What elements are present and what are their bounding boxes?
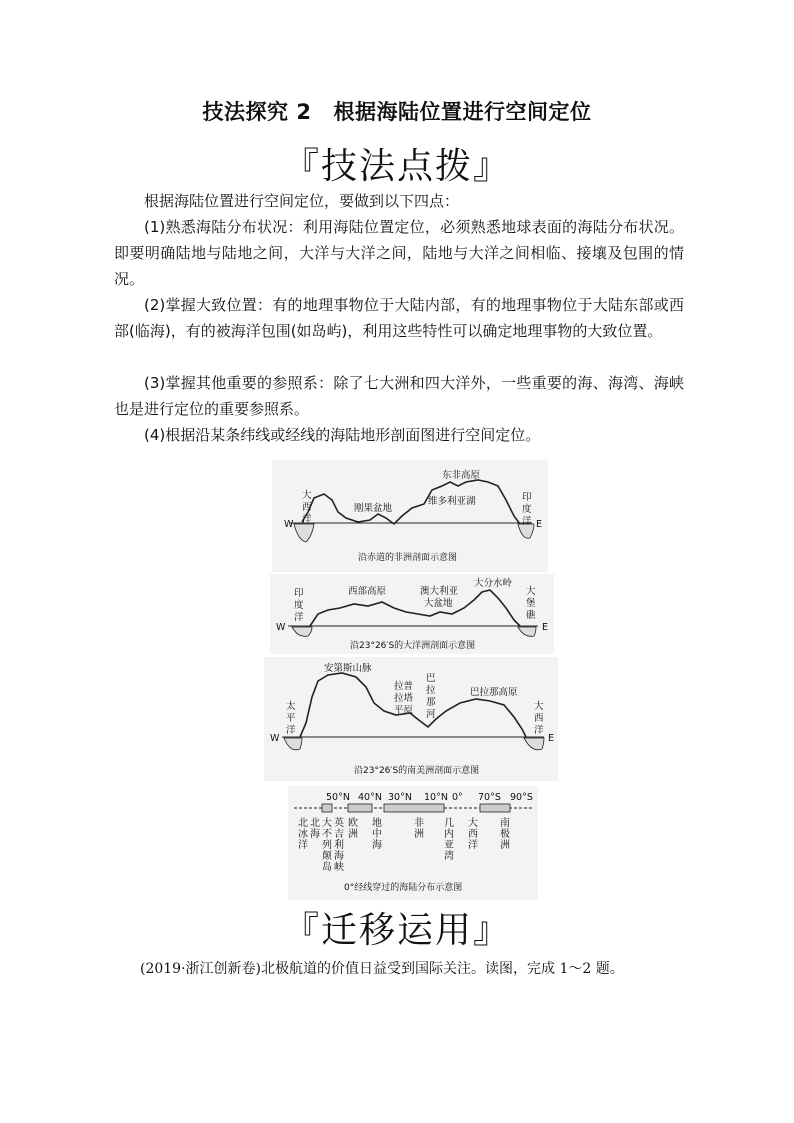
region-label-char: 北 xyxy=(298,818,308,829)
region-label-char: 西 xyxy=(468,829,478,840)
region-label-char: 湾 xyxy=(444,851,454,862)
point-4: (4)根据沿某条纬线或经线的海陆地形剖面图进行空间定位。 xyxy=(144,426,541,444)
ocean-basin-east xyxy=(518,627,536,636)
section-title-number: 技法探究 2 xyxy=(202,100,312,124)
parana-river-label: 河 xyxy=(426,709,436,720)
figure-prime-meridian-distribution xyxy=(288,786,538,900)
region-label-char: 洲 xyxy=(348,829,358,840)
region-label-char: 大 xyxy=(468,818,478,829)
ocean-label-char: 洋 xyxy=(302,514,312,525)
east-africa-plateau-label: 东非高原 xyxy=(442,470,481,481)
figure-africa-equator-profile xyxy=(272,460,548,572)
region-label-char: 极 xyxy=(500,829,510,840)
reef-label-char: 礁 xyxy=(526,610,536,621)
latitude-tick: 10°N xyxy=(424,792,448,803)
lake-victoria-label: 维多利亚湖 xyxy=(428,496,476,507)
la-plata-plain-label: 拉塔 xyxy=(394,693,414,704)
ocean-label-char: 洋 xyxy=(294,612,304,623)
figure-caption: 0°经线穿过的海陆分布示意图 xyxy=(344,883,463,893)
terrain-line xyxy=(302,480,520,524)
region-label-char: 峡 xyxy=(334,862,344,873)
ocean-label-char: 西 xyxy=(302,502,312,513)
region-label-char: 地 xyxy=(372,818,382,829)
ocean-basin-west xyxy=(284,738,302,750)
parana-river-label: 那 xyxy=(426,697,436,708)
great-basin-label-2: 大盆地 xyxy=(424,598,453,609)
region-label-char: 南 xyxy=(500,818,510,829)
ocean-basin-west xyxy=(294,524,314,542)
reef-label-char: 大 xyxy=(526,586,536,597)
ocean-label-char: 平 xyxy=(286,713,296,724)
ocean-basin-east xyxy=(524,738,544,750)
andes-label: 安第斯山脉 xyxy=(324,663,372,674)
ocean-label-char: 度 xyxy=(294,600,304,611)
question-stem: (2019·浙江创新卷)北极航道的价值日益受到国际关注。读图，完成 1～2 题。 xyxy=(140,961,624,977)
region-label-char: 几 xyxy=(444,818,454,829)
region-labels xyxy=(298,816,510,873)
banner-transfer-practice-text: 迁移运用 xyxy=(320,910,473,951)
point-1: (1)熟悉海陆分布状况：利用海陆位置定位，必须熟悉地球表面的海陆分布状况。即要明确陆地与陆地之间，大洋与大洋之间，陆地与大洋之间相临、接壤及包围的情况。 xyxy=(114,218,684,288)
ocean-label-char: 洋 xyxy=(286,725,296,736)
region-label-char: 岛 xyxy=(322,862,332,873)
ocean-label-char: 大 xyxy=(302,490,312,501)
region-label-char: 大 xyxy=(322,818,332,829)
land-segment-africa xyxy=(384,804,444,812)
ocean-label-char: 洋 xyxy=(522,516,532,527)
ocean-label-char: 西 xyxy=(534,713,544,724)
region-label-char: 北 xyxy=(310,818,320,829)
region-label-char: 列 xyxy=(322,840,332,851)
parana-river-label: 拉 xyxy=(426,685,436,696)
figure-caption: 沿23°26′S的大洋洲剖面示意图 xyxy=(350,641,476,651)
ocean-label-char: 度 xyxy=(522,504,532,515)
latitude-tick: 50°N xyxy=(326,792,350,803)
point-2: (2)掌握大致位置：有的地理事物位于大陆内部，有的地理事物位于大陆东部或西部(临海)，有的被海洋包围(如岛屿)，利用这些特性可以确定地理事物的大致位置。 xyxy=(114,296,684,340)
western-plateau-label: 西部高原 xyxy=(348,586,387,597)
region-label-char: 洋 xyxy=(298,840,308,851)
ocean-label-char: 洋 xyxy=(534,725,544,736)
latitude-tick: 90°S xyxy=(510,792,533,803)
region-label-char: 颠 xyxy=(322,851,332,862)
figure-caption: 沿23°26′S的南美洲剖面示意图 xyxy=(354,766,480,776)
west-label: W xyxy=(276,622,286,633)
region-label-char: 吉 xyxy=(334,829,344,840)
region-label-char: 海 xyxy=(334,851,344,862)
ocean-label-char: 太 xyxy=(286,701,296,712)
east-label: E xyxy=(536,519,543,530)
east-label: E xyxy=(548,733,555,744)
region-label-char: 冰 xyxy=(298,829,308,840)
parana-river-label: 巴 xyxy=(426,673,436,684)
latitude-tick: 30°N xyxy=(388,792,412,803)
ocean-label-char: 印 xyxy=(294,588,304,599)
land-segment-antarctica xyxy=(480,804,510,812)
land-segment-europe xyxy=(348,804,372,812)
la-plata-plain-label: 拉普 xyxy=(394,681,414,692)
region-label-char: 洲 xyxy=(500,840,510,851)
east-label: E xyxy=(542,622,549,633)
latitude-tick: 70°S xyxy=(478,792,501,803)
la-plata-plain-label: 平原 xyxy=(394,705,414,716)
congo-basin-label: 刚果盆地 xyxy=(354,503,393,514)
point-3: (3)掌握其他重要的参照系：除了七大洲和四大洋外，一些重要的海、海湾、海峡也是进行定位的重要参照系。 xyxy=(114,374,684,418)
region-label-char: 亚 xyxy=(444,840,454,851)
region-label-char: 不 xyxy=(322,829,332,840)
region-label-char: 欧 xyxy=(348,818,358,829)
region-label-char: 内 xyxy=(444,829,454,840)
west-label: W xyxy=(284,519,294,530)
region-label-char: 中 xyxy=(372,829,382,840)
ocean-label-char: 大 xyxy=(534,701,544,712)
region-label-char: 英 xyxy=(334,818,344,829)
region-label-char: 洋 xyxy=(468,840,478,851)
terrain-line xyxy=(310,590,520,626)
region-label-char: 利 xyxy=(334,840,344,851)
parana-plateau-label: 巴拉那高原 xyxy=(470,687,518,698)
figure-caption: 沿赤道的非洲剖面示意图 xyxy=(358,553,458,563)
great-basin-label-1: 澳大利亚 xyxy=(420,586,459,597)
banner-skill-tips-text: 技法点拨 xyxy=(320,146,473,187)
banner-skill-tips: 『技法点拨』 xyxy=(282,146,512,187)
region-label-char: 海 xyxy=(372,840,382,851)
reef-label-char: 堡 xyxy=(526,598,536,609)
west-label: W xyxy=(270,733,280,744)
latitude-tick: 40°N xyxy=(358,792,382,803)
section-title-text: 根据海陆位置进行空间定位 xyxy=(333,100,592,124)
intro-paragraph: 根据海陆位置进行空间定位，要做到以下四点： xyxy=(144,192,460,210)
figure-south-america-profile xyxy=(264,657,558,781)
ocean-basin-west xyxy=(292,627,312,636)
region-label-char: 洲 xyxy=(414,829,424,840)
region-label-char: 海 xyxy=(310,829,320,840)
great-dividing-range-label: 大分水岭 xyxy=(474,578,513,589)
banner-transfer-practice: 『迁移运用』 xyxy=(282,910,512,951)
section-title xyxy=(0,96,794,126)
region-label-char: 非 xyxy=(414,818,424,829)
latitude-tick: 0° xyxy=(452,792,463,803)
figure-oceania-profile xyxy=(270,574,554,654)
ocean-label-char: 印 xyxy=(522,492,532,503)
land-segment-britain xyxy=(322,804,332,812)
